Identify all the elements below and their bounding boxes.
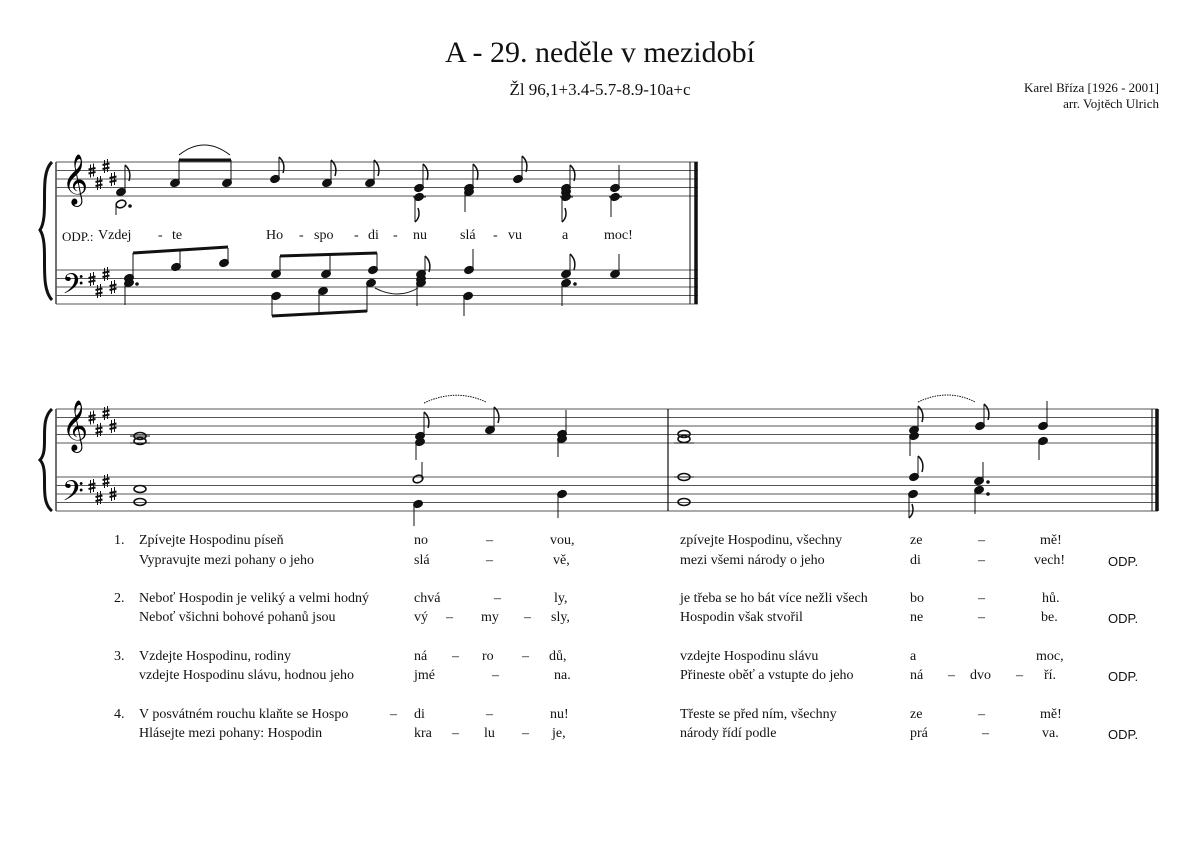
lyric-syllable: moc! [604,228,633,243]
verse-text: Přineste oběť a vstupte do jeho [680,668,854,683]
lyric-syllable: te [172,228,183,243]
verse-syllable: ná [910,668,924,683]
verse-hyphen: – [522,726,529,741]
verse-number: 3. [114,649,125,664]
verse-hyphen: – [1016,668,1023,683]
verse-hyphen: – [390,707,397,722]
verse-syllable: na. [554,668,571,683]
verse-syllable: hů. [1042,591,1060,606]
verse-syllable: chvá [414,591,441,606]
verse-syllable: kra [414,726,432,741]
verse-text: V posvátném rouchu klaňte se Hospo [139,707,349,722]
verse-text: Vzdejte Hospodinu, rodiny [139,649,292,664]
verse-syllable: ne [910,610,924,625]
bass-clef-icon: 𝄢 [62,268,84,308]
verse-syllable: prá [910,726,928,741]
verse-syllable: ly, [554,591,568,606]
verse-hyphen: – [948,668,955,683]
lyric-syllable: vu [508,228,522,243]
verse-syllable: di [414,707,425,722]
verse-text: zpívejte Hospodinu, všechny [680,533,843,548]
verse-text: národy řídí podle [680,726,777,741]
refrain-label: ODP.: [62,229,94,244]
verse-text: Neboť Hospodin je veliký a velmi hodný [139,591,369,606]
lyric-syllable: Vzdej [98,228,132,243]
verse-hyphen: – [486,553,493,568]
verse-syllable: my [481,610,499,625]
verse-number: 4. [114,707,125,722]
brace-icon [40,409,52,511]
verse-hyphen: – [978,533,985,548]
verse-hyphen: – [452,649,459,664]
verse-text: Vypravujte mezi pohany o jeho [139,553,314,568]
verse-hyphen: – [524,610,531,625]
verse-syllable: di [910,553,921,568]
refrain-marker: ODP. [1108,669,1139,684]
verse-syllable: a [910,649,917,664]
lyric-hyphen: - [493,228,498,243]
verse-number: 2. [114,591,125,606]
verse-text: Hlásejte mezi pohany: Hospodin [139,726,323,741]
lyric-hyphen: - [158,228,163,243]
verse-hyphen: – [978,591,985,606]
treble-clef-icon: 𝄞 [62,154,89,205]
lyric-syllable: spo [314,228,334,243]
bass-clef-icon: 𝄢 [62,475,84,515]
verse-syllable: ro [482,649,494,664]
brace-icon [40,162,52,300]
system-2 [40,395,1158,526]
verse-syllable: lu [484,726,495,741]
verse-syllable: mě! [1040,533,1062,548]
verse-syllable: bo [910,591,924,606]
verse-text: Hospodin však stvořil [680,610,803,625]
verse-syllable: dů, [549,649,567,664]
verse-syllable: vý [414,610,428,625]
verse-syllable: nu! [550,707,569,722]
verse-hyphen: – [486,533,493,548]
verse-syllable: ří. [1044,668,1057,683]
verse-hyphen: – [978,707,985,722]
refrain-marker: ODP. [1108,554,1139,569]
page-title: A - 29. neděle v mezidobí [445,36,755,69]
verse-hyphen: – [978,610,985,625]
lyric-hyphen: - [299,228,304,243]
refrain-marker: ODP. [1108,611,1139,626]
verse-syllable: sly, [551,610,570,625]
verse-syllable: dvo [970,668,991,683]
lyric-hyphen: - [393,228,398,243]
verse-hyphen: – [978,553,985,568]
verse-syllable: vech! [1034,553,1066,568]
verse-syllable: moc, [1036,649,1064,664]
treble-clef-icon: 𝄞 [62,400,89,451]
verse-syllable: mě! [1040,707,1062,722]
verse-text: je třeba se ho bát více nežli všech [680,591,868,606]
verse-text: mezi všemi národy o jeho [680,553,825,568]
lyric-syllable: di [368,228,379,243]
verse-syllable: va. [1042,726,1059,741]
lyric-syllable: a [562,228,569,243]
verse-syllable: je, [552,726,566,741]
verse-hyphen: – [492,668,499,683]
lyric-syllable: Ho [266,228,284,243]
arranger-name: arr. Vojtěch Ulrich [1063,96,1159,111]
lyric-syllable: nu [413,228,427,243]
verse-hyphen: – [494,591,501,606]
verse-syllable: jmé [414,668,435,683]
verse-text: vzdejte Hospodinu slávu, hodnou jeho [139,668,355,683]
verse-number: 1. [114,533,125,548]
verse-syllable: ná [414,649,428,664]
verse-syllable: be. [1041,610,1058,625]
verse-text: Neboť všichni bohové pohanů jsou [139,610,336,625]
verse-hyphen: – [522,649,529,664]
verse-text: Třeste se před ním, všechny [680,707,837,722]
psalm-reference: Žl 96,1+3.4-5.7-8.9-10a+c [509,80,691,99]
verse-syllable: ze [910,707,923,722]
verse-hyphen: – [486,707,493,722]
verse-syllable: vou, [550,533,575,548]
verse-hyphen: – [452,726,459,741]
verse-text: Zpívejte Hospodinu píseň [139,533,284,548]
lyric-hyphen: - [354,228,359,243]
verse-syllable: no [414,533,428,548]
verse-syllable: slá [414,553,430,568]
refrain-marker: ODP. [1108,727,1139,742]
verse-syllable: vě, [553,553,570,568]
verse-text: vzdejte Hospodinu slávu [680,649,819,664]
verse-hyphen: – [982,726,989,741]
verse-syllable: ze [910,533,923,548]
lyric-syllable: slá [460,228,476,243]
composer-name: Karel Bříza [1926 - 2001] [1023,80,1159,95]
verse-hyphen: – [446,610,453,625]
